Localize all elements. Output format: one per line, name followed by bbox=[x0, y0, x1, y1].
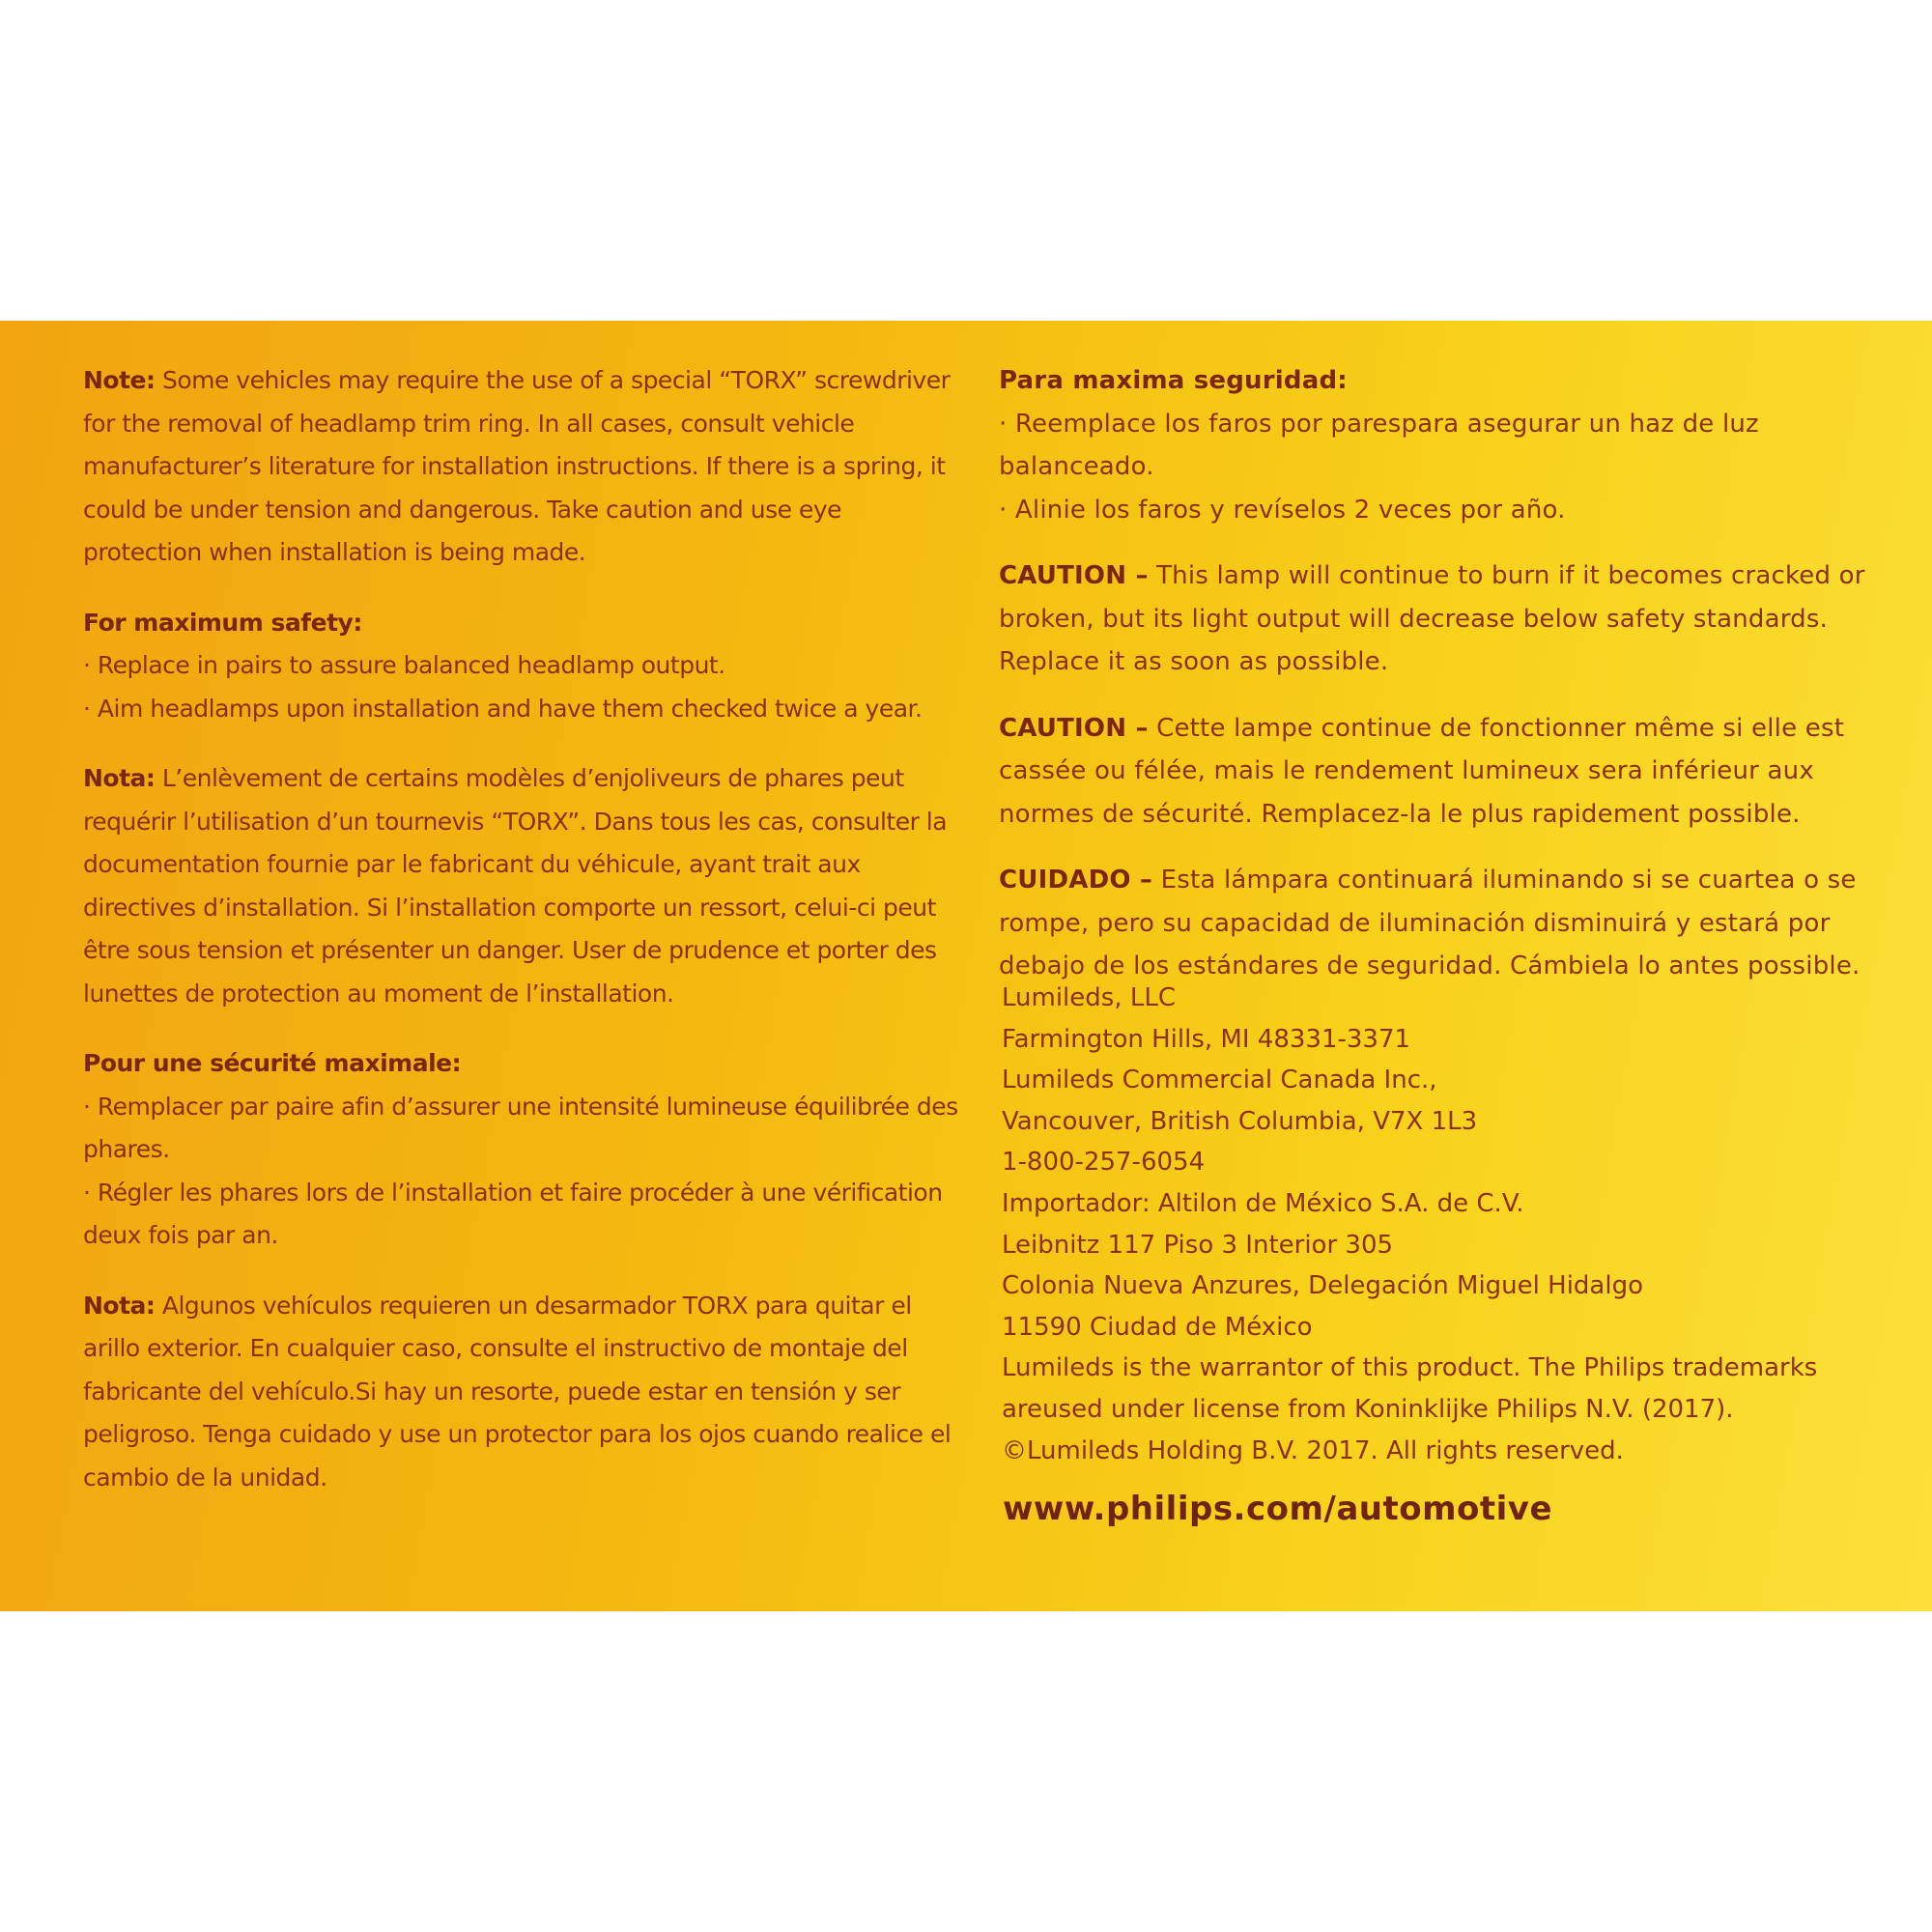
note-spanish bbox=[83, 1285, 967, 1500]
note-french-text: L’enlèvement de certains modèles d’enjoliveurs de phares peut requérir l’utilisation d’un tournevis “TORX”. Dans tous les cas, consulter la documentation fournie par le fabricant du véhicule, ayant trait aux directives d’installation. Si l’installation comporte un ressort, celui-ci peut être sous tension et présenter un danger. User de prudence et porter des lunettes de protection au moment de l’installation. bbox=[83, 764, 948, 1008]
caution-english-label: CAUTION – bbox=[999, 561, 1149, 590]
company-line: ©Lumileds Holding B.V. 2017. All rights reserved. bbox=[1002, 1435, 1624, 1465]
safety-french-heading: Pour une sécurité maximale: bbox=[83, 1049, 462, 1077]
company-line: Farmington Hills, MI 48331-3371 bbox=[1002, 1024, 1411, 1054]
safety-french bbox=[83, 1042, 967, 1258]
caution-french-label: CAUTION – bbox=[999, 713, 1149, 743]
company-line: Lumileds, LLC bbox=[1002, 983, 1176, 1012]
company-line: Importador: Altilon de México S.A. de C.V. bbox=[1002, 1188, 1524, 1218]
website-url: www.philips.com/automotive bbox=[1003, 1490, 1553, 1528]
caution-spanish-label: CUIDADO – bbox=[999, 866, 1153, 895]
instruction-panel bbox=[0, 321, 1932, 1611]
note-english-text: Some vehicles may require the use of a special “TORX” screwdriver for the removal of headlamp trim ring. In all cases, consult vehicle manufacturer’s literature for installation instructions. If there is a spring, it could be under tension and dangerous. Take caution and use eye protection when installation is being made. bbox=[83, 366, 951, 566]
company-line: Leibnitz 117 Piso 3 Interior 305 bbox=[1002, 1230, 1394, 1260]
company-info bbox=[1002, 978, 1890, 1471]
safety-spanish-item: · Alinie los faros y revíselos 2 veces por año. bbox=[999, 495, 1566, 525]
safety-english-item: · Replace in pairs to assure balanced headlamp output. bbox=[83, 651, 725, 679]
safety-french-item: · Régler les phares lors de l’installation et faire procéder à une vérification deux fois par an. bbox=[83, 1178, 943, 1249]
safety-french-item: · Remplacer par paire afin d’assurer une intensité lumineuse équilibrée des phares. bbox=[83, 1092, 958, 1163]
company-line: Vancouver, British Columbia, V7X 1L3 bbox=[1002, 1106, 1478, 1136]
note-spanish-text: Algunos vehículos requieren un desarmador TORX para quitar el arillo exterior. En cualquier caso, consulte el instructivo de montaje del fabricante del vehículo.Si hay un resorte, puede estar en tensión y ser peligroso. Tenga cuidado y use un protector para los ojos cuando realice el cambio de la unidad. bbox=[83, 1291, 952, 1492]
caution-french-text: Cette lampe continue de fonctionner même si elle est cassée ou félée, mais le rendement lumineux sera inférieur aux normes de sécurité. Remplacez-la le plus rapidement possible. bbox=[999, 713, 1845, 829]
company-line: areused under license from Koninklijke Philips N.V. (2017). bbox=[1002, 1394, 1734, 1424]
caution-english bbox=[999, 554, 1888, 684]
company-line: Colonia Nueva Anzures, Delegación Miguel Hidalgo bbox=[1002, 1271, 1643, 1301]
company-line: Lumileds is the warrantor of this product. The Philips trademarks bbox=[1002, 1353, 1818, 1383]
company-line: Lumileds Commercial Canada Inc., bbox=[1002, 1065, 1437, 1095]
safety-spanish-item: · Reemplace los faros por parespara asegurar un haz de luz balanceado. bbox=[999, 409, 1759, 481]
safety-english bbox=[83, 602, 967, 731]
caution-french bbox=[999, 707, 1888, 837]
caution-spanish-text: Esta lámpara continuará iluminando si se cuartea o se rompe, pero su capacidad de iluminación disminuirá y estará por debajo de los estándares de seguridad. Cámbiela lo antes possible. bbox=[999, 866, 1861, 980]
safety-english-heading: For maximum safety: bbox=[83, 608, 362, 637]
caution-spanish bbox=[999, 859, 1888, 988]
caution-english-text: This lamp will continue to burn if it becomes cracked or broken, but its light output will decrease below safety standards. Replace it as soon as possible. bbox=[999, 561, 1865, 676]
note-french-label: Nota: bbox=[83, 764, 156, 792]
note-english-label: Note: bbox=[83, 366, 156, 394]
note-english bbox=[83, 359, 967, 575]
left-column bbox=[83, 359, 967, 1526]
safety-english-item: · Aim headlamps upon installation and have them checked twice a year. bbox=[83, 694, 923, 723]
safety-spanish-heading: Para maxima seguridad: bbox=[999, 366, 1348, 395]
company-line: 1-800-257-6054 bbox=[1002, 1148, 1206, 1178]
company-line: 11590 Ciudad de México bbox=[1002, 1312, 1313, 1342]
note-spanish-label: Nota: bbox=[83, 1291, 156, 1320]
note-french bbox=[83, 757, 967, 1015]
safety-spanish bbox=[999, 359, 1888, 531]
right-column bbox=[999, 359, 1888, 1011]
